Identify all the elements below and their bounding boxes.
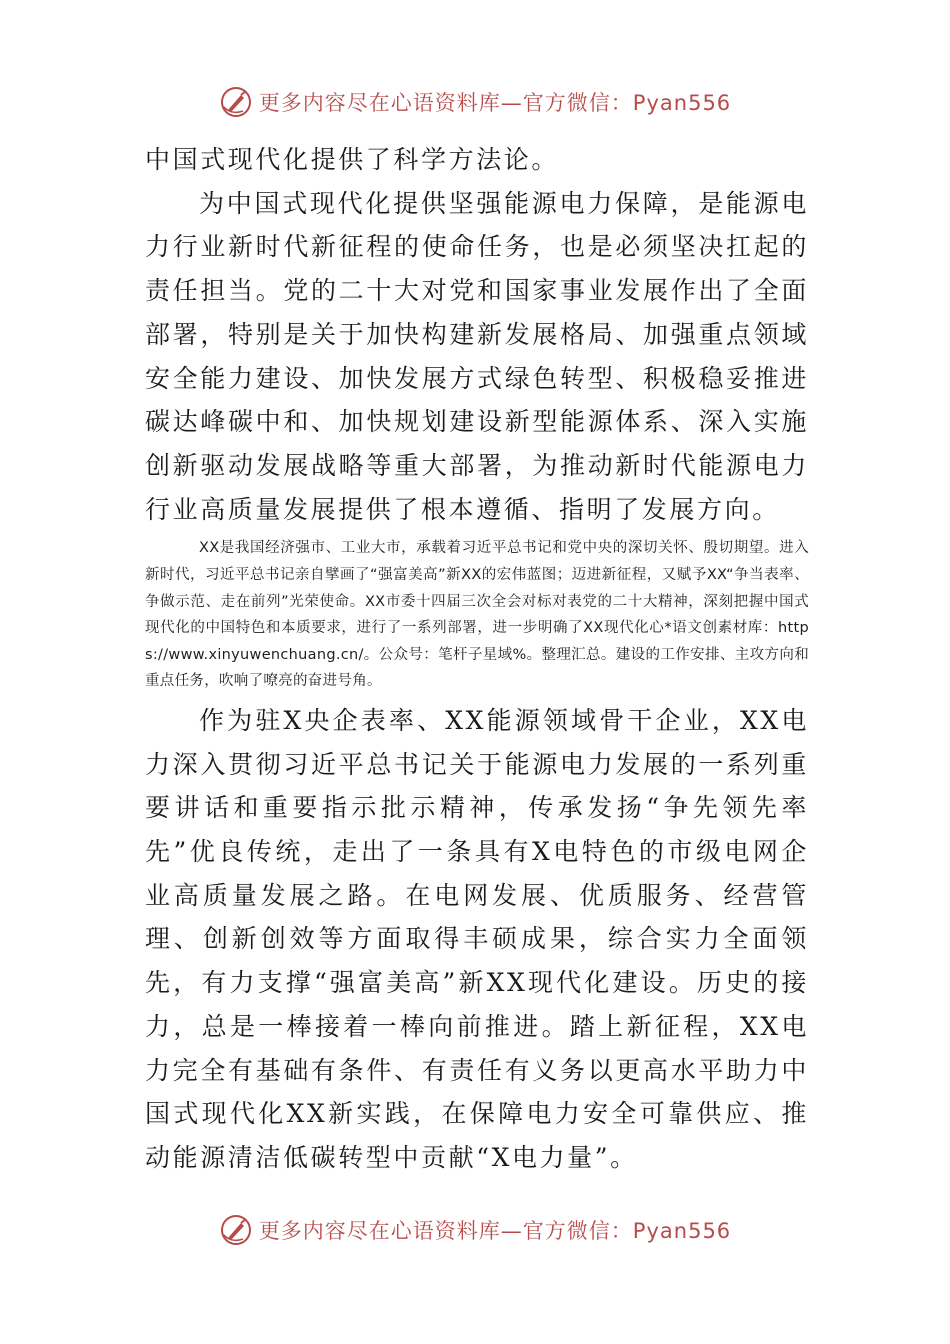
paragraph-energy-mission: 为中国式现代化提供坚强能源电力保障，是能源电力行业新时代新征程的使命任务，也是必须坚决扛起的责任担当。党的二十大对党和国家事业发展作出了全面部署，特别是关于加快构建新发展格局、加强重点领域安全能力建设、加快发展方式绿色转型、积极稳妥推进碳达峰碳中和、加快规划建设新型能源体系、深入实施创新驱动发展战略等重大部署，为推动新时代能源电力行业高质量发展提供了根本遵循、指明了发展方向。 — [145, 188, 809, 524]
paragraph-continuation: 中国式现代化提供了科学方法论。 — [145, 145, 560, 174]
pen-logo-icon — [219, 85, 253, 119]
header-watermark — [0, 82, 950, 122]
footer-watermark-text: 更多内容尽在心语资料库—官方微信：Pyan556 — [258, 1219, 732, 1243]
paragraph-company-role: 作为驻X央企表率、XX能源领域骨干企业，XX电力深入贯彻习近平总书记关于能源电力发展的一系列重要讲话和重要指示批示精神，传承发扬“争先领先率先”优良传统，走出了一条具有X电特色的市级电网企业高质量发展之路。在电网发展、优质服务、经营管理、创新创效等方面取得丰硕成果，综合实力全面领先，有力支撑“强富美高”新XX现代化建设。历史的接力，总是一棒接着一棒向前推进。踏上新征程，XX电力完全有基础有条件、有责任有义务以更高水平助力中国式现代化XX新实践，在保障电力安全可靠供应、推动能源清洁低碳转型中贡献“X电力量”。 — [145, 705, 809, 1172]
footer-watermark — [0, 1210, 950, 1250]
pen-logo-icon — [219, 1213, 253, 1247]
header-watermark-text: 更多内容尽在心语资料库—官方微信：Pyan556 — [258, 91, 732, 115]
paragraph-city-background: XX是我国经济强市、工业大市，承载着习近平总书记和党中央的深切关怀、殷切期望。进入新时代，习近平总书记亲自擘画了“强富美高”新XX的宏伟蓝图；迈进新征程，又赋予XX“争当表率、争做示范、走在前列”光荣使命。XX市委十四届三次全会对标对表党的二十大精神，深刻把握中国式现代化的中国特色和本质要求，进行了一系列部署，进一步明确了XX现代化心*语文创素材库：https://www.xinyuwenchuang.cn/。公众号：笔杆子星域%。整理汇总。建设的工作安排、主攻方向和重点任务，吹响了嘹亮的奋进号角。 — [145, 540, 810, 690]
document-body — [145, 138, 809, 1180]
